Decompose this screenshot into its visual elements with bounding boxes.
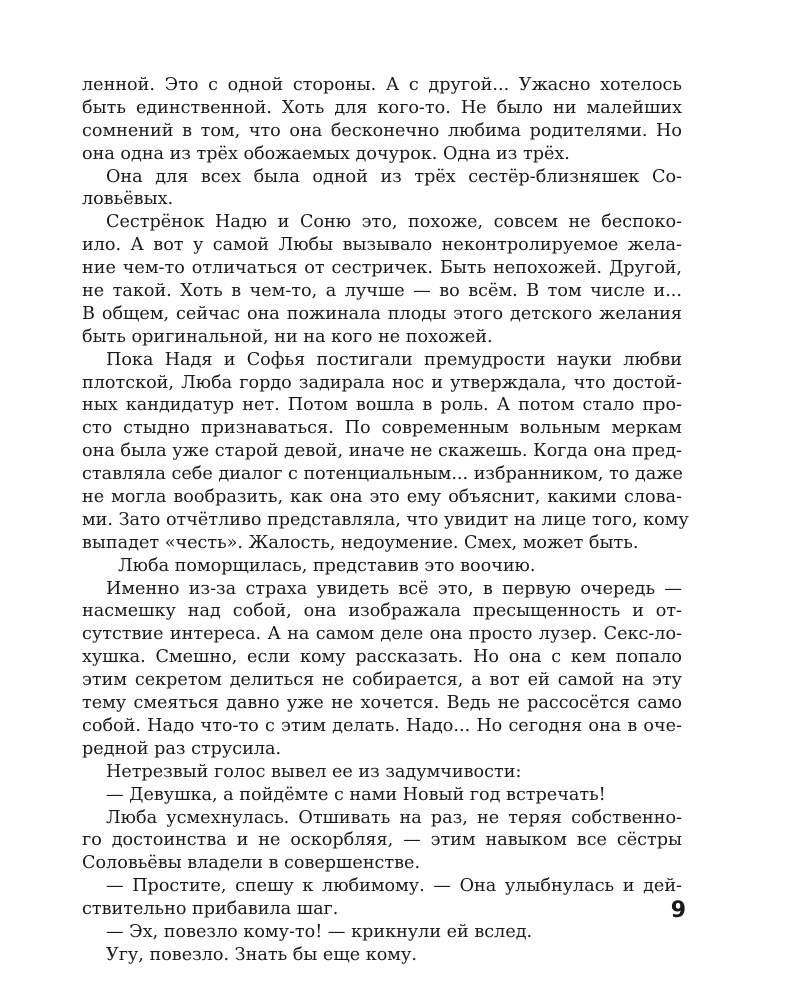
text-line: Именно из-за страха увидеть всё это, в первую очередь — — [106, 578, 682, 599]
text-line: не такой. Хоть в чем-то, а лучше — во всём. В том числе и... — [82, 281, 682, 302]
text-line: этим секретом делиться не собирается, а вот ей самой на эту — [82, 670, 682, 691]
text-line: ние чем-то отличаться от сестричек. Быть непохожей. Другой, — [82, 258, 682, 279]
text-line: хушка. Смешно, если кому рассказать. Но она с кем попало — [82, 647, 682, 668]
text-line: сто стыдно признаваться. По современным вольным меркам — [82, 418, 682, 439]
text-line: — Простите, спешу к любимому. — Она улыбнулась и дей- — [106, 876, 682, 897]
text-line: ставляла себе диалог с потенциальным... избранником, то даже — [82, 464, 683, 485]
text-line: ловьёвых. — [82, 189, 174, 210]
text-line: Соловьёвы владели в совершенстве. — [82, 853, 421, 874]
text-line: — Эх, повезло кому-то! — крикнули ей вслед. — [106, 921, 533, 942]
text-line: ных кандидатур нет. Потом вошла в роль. А потом стало про- — [82, 395, 682, 416]
text-line: она была уже старой девой, иначе не скажешь. Когда она пред- — [82, 441, 682, 462]
text-line: Люба усмехнулась. Отшивать на раз, не теряя собственно- — [106, 807, 682, 828]
text-line: сутствие интереса. А на самом деле она просто лузер. Секс-ло- — [82, 624, 682, 645]
text-line: ствительно прибавила шаг. — [82, 899, 339, 920]
body-text — [82, 74, 689, 967]
text-line: плотской, Люба гордо задирала нос и утверждала, что достой- — [82, 372, 682, 393]
text-line: ило. А вот у самой Любы вызывало неконтролируемое жела- — [82, 235, 682, 256]
text-line: Она для всех была одной из трёх сестёр-близняшек Со- — [106, 166, 682, 187]
text-line: Нетрезвый голос вывел ее из задумчивости: — [106, 761, 522, 782]
text-line: ми. Зато отчётливо представляла, что увидит на лице того, кому — [82, 509, 689, 530]
text-line: редной раз струсила. — [82, 738, 282, 759]
text-line: насмешку над собой, она изображала пресыщенность и от- — [82, 601, 682, 622]
text-line: выпадет «честь». Жалость, недоумение. Смех, может быть. — [82, 532, 639, 553]
text-line: ленной. Это с одной стороны. А с другой... Ужасно хотелось — [82, 75, 682, 95]
text-line: сомнений в том, что она бесконечно любима родителями. Но — [82, 120, 682, 141]
text-line: — Девушка, а пойдёмте с нами Новый год встречать! — [106, 784, 606, 805]
text-line: Люба поморщилась, представив это воочию. — [118, 555, 536, 576]
text-line: В общем, сейчас она пожинала плоды этого детского желания — [82, 303, 682, 324]
text-line: собой. Надо что-то с этим делать. Надо... Но сегодня она в оче- — [82, 715, 682, 736]
text-line: быть единственной. Хоть для кого-то. Не было ни малейших — [82, 97, 682, 118]
text-line: Пока Надя и Софья постигали премудрости науки любви — [106, 349, 682, 370]
page-number: 9 — [670, 898, 686, 923]
text-line: Угу, повезло. Знать бы еще кому. — [106, 944, 417, 965]
text-line: она одна из трёх обожаемых дочурок. Одна из трёх. — [82, 143, 570, 164]
text-line: Сестрёнок Надю и Соню это, похоже, совсем не беспоко- — [106, 212, 682, 233]
text-line: не могла вообразить, как она это ему объяснит, какими слова- — [82, 487, 682, 508]
text-line: быть оригинальной, ни на кого не похожей. — [82, 326, 493, 347]
text-line: тему смеяться давно уже не хочется. Ведь не рассосётся само — [82, 693, 682, 714]
text-line: го достоинства и не оскорбляя, — этим навыком все сёстры — [82, 830, 682, 851]
